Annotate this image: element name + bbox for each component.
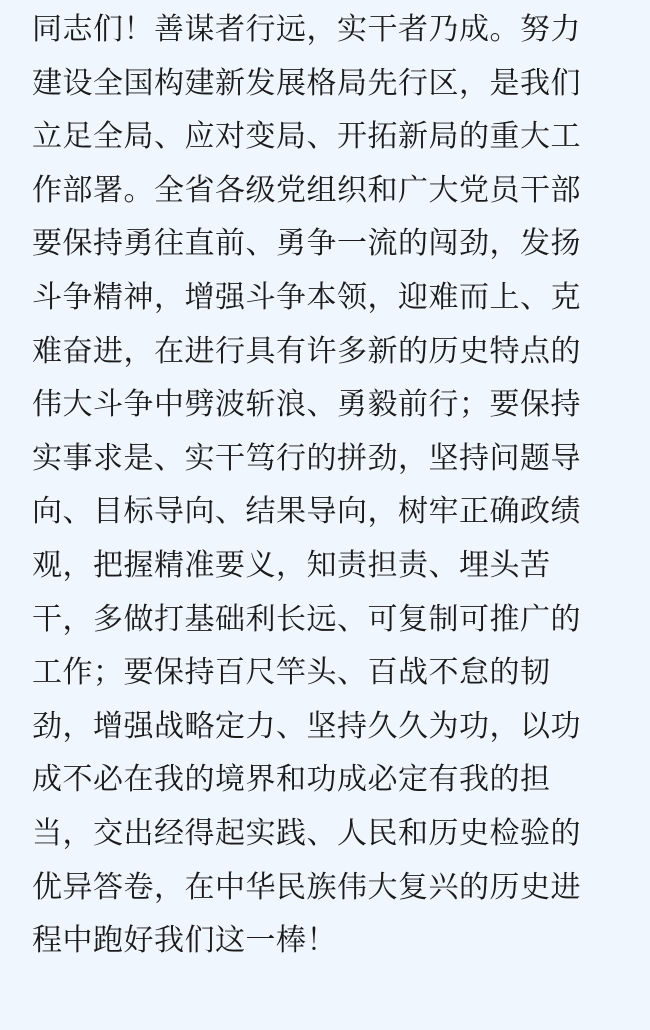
paragraph-line-9: 实事求是、实干笃行的拼劲，坚持问题导	[32, 440, 581, 476]
paragraph-line-4: 作部署。全省各级党组织和广大党员干部	[32, 172, 581, 208]
paragraph-line-12: 干，多做打基础利长远、可复制可推广的	[32, 601, 581, 637]
paragraph-line-3: 立足全局、应对变局、开拓新局的重大工	[32, 119, 581, 155]
paragraph-line-14: 劲，增强战略定力、坚持久久为功，以功	[32, 708, 581, 744]
paragraph-line-7: 难奋进，在进行具有许多新的历史特点的	[32, 333, 581, 369]
paragraph-line-2: 建设全国构建新发展格局先行区，是我们	[32, 65, 581, 101]
paragraph-line-8: 伟大斗争中劈波斩浪、勇毅前行；要保持	[32, 387, 581, 423]
paragraph-line-10: 向、目标导向、结果导向，树牢正确政绩	[32, 494, 581, 530]
paragraph-line-17: 优异答卷，在中华民族伟大复兴的历史进	[32, 869, 581, 905]
paragraph-line-6: 斗争精神，增强斗争本领，迎难而上、克	[32, 279, 581, 315]
paragraph-line-18: 程中跑好我们这一棒！	[32, 923, 337, 959]
paragraph-line-11: 观，把握精准要义，知责担责、埋头苦	[32, 547, 551, 583]
article-paragraph	[32, 3, 632, 968]
paragraph-line-15: 成不必在我的境界和功成必定有我的担	[32, 762, 551, 798]
paragraph-line-13: 工作；要保持百尺竿头、百战不怠的韧	[32, 655, 551, 691]
paragraph-line-16: 当，交出经得起实践、人民和历史检验的	[32, 815, 581, 851]
paragraph-line-1: 同志们！善谋者行远，实干者乃成。努力	[32, 12, 581, 47]
paragraph-line-5: 要保持勇往直前、勇争一流的闯劲，发扬	[32, 226, 581, 262]
